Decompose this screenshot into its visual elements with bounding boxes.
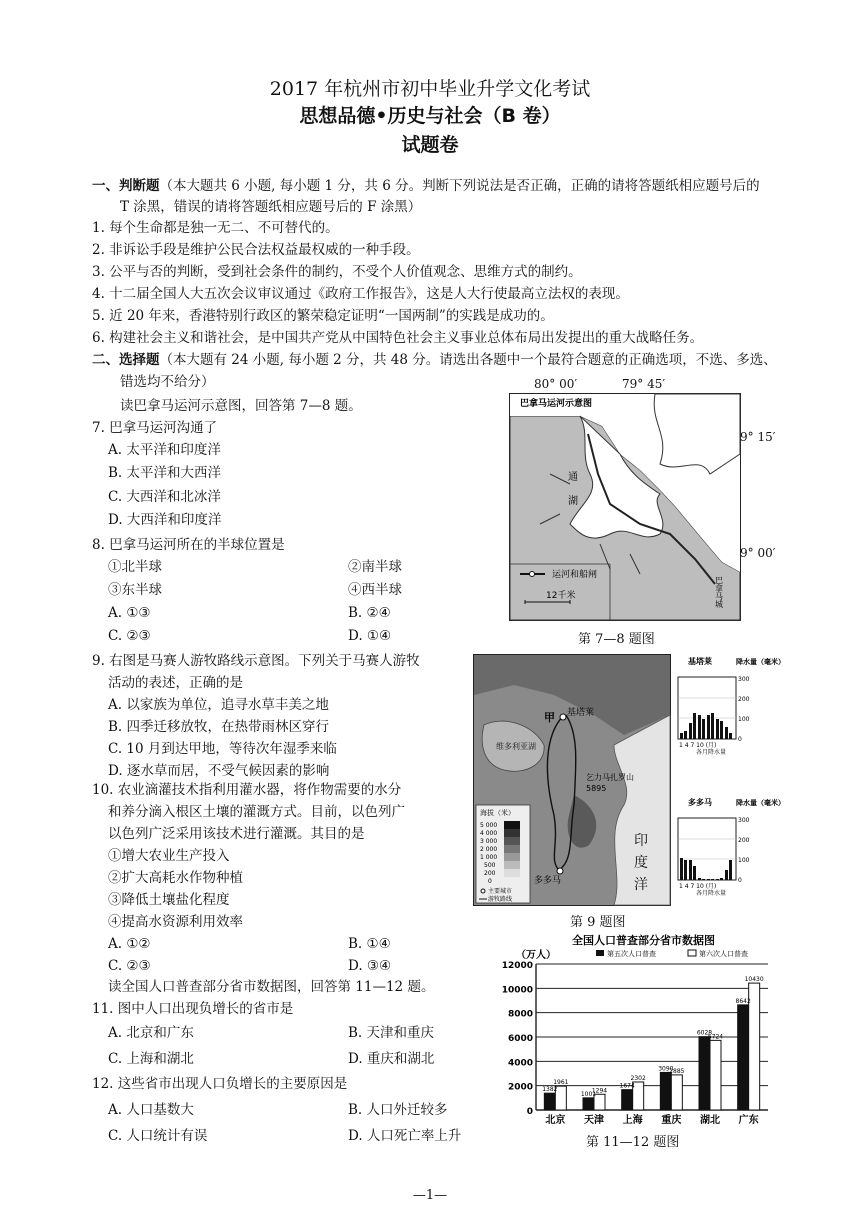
map-longitude-2: 79° 45′ [622,377,666,391]
q9-figure-caption: 第 9 题图 [570,915,626,930]
y-tick-label: 6000 [507,1034,533,1044]
elev-2000: 2 000 [480,846,498,853]
kitale-chart-title: 基塔莱 [688,657,712,666]
map-longitude-1: 80° 00′ [534,377,578,391]
bar-value-label: 8642 [735,997,751,1005]
chart-title: 全国人口普查部分省市数据图 [572,934,715,947]
q7-8-figure-caption: 第 7—8 题图 [578,632,655,647]
question-4: 4. 十二届全国人大五次会议审议通过《政府工作报告》，这是人大行使最高立法权的表现。 [92,286,629,302]
q10-option-d: D. ③④ [348,958,392,974]
q10-option-b: B. ①④ [348,936,391,952]
bar [660,1072,671,1110]
dodoma-gridlines [678,839,736,859]
map-scale-label: 12千米 [546,591,576,601]
city-marker-dodoma [557,868,563,874]
bar-value-label: 6028 [696,1029,713,1037]
dodoma-tick-200: 200 [738,837,750,844]
question-11: 11. 图中人口出现负增长的省市是 [92,1001,294,1017]
dodoma-chart-title: 多多马 [688,798,712,807]
exam-subject: 思想品德•历史与社会（B 卷） [299,105,561,127]
q7-8-intro: 读巴拿马运河示意图，回答第 7—8 题。 [120,398,362,414]
dodoma-chart-ylabel: 降水量（毫米） [736,799,785,807]
bar-value-label: 1961 [553,1079,569,1087]
bar-value-label: 2885 [669,1067,685,1075]
legend-label-5th: 第五次人口普查 [607,950,656,958]
masai-route-map-drawing [474,655,670,905]
kitale-bars [680,713,732,739]
bar [544,1093,555,1110]
q10-option-a: A. ①② [108,936,151,952]
bar-value-label: 5724 [707,1033,724,1041]
question-12: 12. 这些省市出现人口负增长的主要原因是 [92,1076,348,1092]
map-latitude-2: 9° 00′ [740,546,776,560]
q8-item-3: ③东半球 [108,582,162,598]
legend-swatch-6th [688,950,696,956]
bar [671,1075,682,1110]
elev-0: 0 [488,878,492,885]
elev-5000: 5 000 [480,822,498,829]
section2-desc-cont: 错选均不给分） [120,374,215,390]
kitale-tick-200: 200 [738,696,750,703]
map-lake-label-1: 通 [568,472,578,483]
legend-label-6th: 第六次人口普查 [699,950,748,958]
q8-option-a: A. ①③ [108,605,151,621]
kitale-legend: 各月降水量 [696,749,727,756]
canal-lock-icon [530,572,535,577]
chart-gridlines [536,964,768,1110]
elevation-legend-title: 海拔（米） [480,809,515,817]
city-marker-kitale [560,714,566,720]
bar [622,1090,633,1110]
bar-value-label: 1382 [542,1086,558,1094]
question-2: 2. 非诉讼手段是维护公民合法权益最权威的一种手段。 [92,242,420,258]
map-ocean-char-2: 度 [634,855,648,871]
kitale-chart-ylabel: 降水量（毫米） [736,658,785,666]
legend-city-icon [481,889,485,893]
q8-item-4: ④西半球 [348,582,402,598]
q8-option-c: C. ②③ [108,628,151,644]
elev-1000: 1 000 [480,854,498,861]
dodoma-legend: 各月降水量 [696,890,727,897]
dodoma-rainfall-chart [674,796,785,897]
bar-value-label: 1001 [580,1090,597,1098]
map-city-dodoma: 多多马 [534,876,562,886]
legend-route-label: 游牧路线 [488,896,513,903]
y-tick-label: 0 [526,1107,533,1117]
elev-4000: 4 000 [480,830,498,837]
section2-title: 二、选择题 [92,352,160,368]
map-peak-label: 5895 [586,784,607,793]
dodoma-bars [680,858,732,880]
q10-item-4: ④提高水资源利用效率 [108,914,243,930]
section1-heading [92,176,760,196]
kitale-tick-0: 0 [738,736,742,743]
q10-item-3: ③降低土壤盐化程度 [108,892,230,908]
q8-option-d: D. ①④ [348,628,392,644]
map-ocean-char-1: 印 [634,833,648,849]
map-title: 巴拿马运河示意图 [520,399,593,409]
section1-desc-cont: T 涂黑，错误的请将答题纸相应题号后的 F 涂黑） [120,199,422,215]
q7-option-c: C. 大西洋和北冰洋 [108,489,221,505]
bar [738,1005,749,1110]
elev-200: 200 [484,870,496,877]
exam-title: 2017 年杭州市初中毕业升学文化考试 [269,78,591,100]
kitale-tick-300: 300 [738,676,750,683]
chart-categories [545,1113,758,1126]
category-label: 天津 [584,1115,604,1126]
exam-paper-label: 试题卷 [401,134,459,156]
bar-value-label: 1294 [591,1087,608,1095]
map-point-jia: 甲 [544,711,555,724]
dodoma-tick-100: 100 [738,857,750,864]
section1-title: 一、判断题 [92,178,160,194]
question-3: 3. 公平与否的判断，受到社会条件的制约，不受个人价值观念、思维方式的制约。 [92,264,582,280]
kitale-tick-100: 100 [738,716,750,723]
q10-option-c: C. ②③ [108,958,151,974]
q9-option-c: C. 10 月到达甲地，等待次年湿季来临 [108,741,337,757]
section1-desc: （本大题共 6 小题, 每小题 1 分，共 6 分。判断下列说法是否正确，正确的请将答题纸相应题号后的 [159,178,760,194]
legend-city-label: 主要城市 [488,888,513,895]
q9-option-d: D. 逐水草而居，不受气候因素的影响 [108,763,330,779]
q12-option-b: B. 人口外迁较多 [348,1102,448,1118]
question-10-cont-1: 和养分滴入根区土壤的灌溉方式。目前，以色列广 [108,804,405,820]
chart-ylabel: （万人） [516,950,556,961]
q8-item-1: ①北半球 [108,559,162,575]
q8-option-b: B. ②④ [348,605,391,621]
chart-y-ticks [502,961,533,1117]
question-6: 6. 构建社会主义和谐社会，是中国共产党从中国特色社会主义事业总体布局出发提出的重大战略任务。 [92,330,704,346]
q9-option-a: A. 以家族为单位，追寻水草丰美之地 [108,697,329,713]
map-city-kitale: 基塔莱 [567,708,595,718]
map-lake-label: 维多利亚湖 [496,742,536,751]
dodoma-xaxis: 1 4 7 10 (月) [679,883,717,890]
q7-option-b: B. 太平洋和大西洋 [108,465,222,481]
chart-bars [544,983,759,1110]
question-8: 8. 巴拿马运河所在的半球位置是 [92,537,285,553]
section2-heading [92,350,777,370]
bar-value-label: 1674 [619,1082,635,1090]
q7-option-a: A. 太平洋和印度洋 [108,442,221,458]
kitale-rainfall-chart [674,655,785,756]
bar-value-label: 2302 [630,1074,646,1082]
q12-option-a: A. 人口基数大 [108,1102,194,1118]
q9-option-b: B. 四季迁移放牧，在热带雨林区穿行 [108,719,330,735]
bar [583,1098,594,1110]
masai-route-map [473,654,671,906]
q11-option-c: C. 上海和湖北 [108,1051,194,1067]
q11-12-intro: 读全国人口普查部分省市数据图，回答第 11—12 题。 [108,979,435,995]
category-label: 广东 [738,1115,759,1126]
dodoma-tick-300: 300 [738,817,750,824]
y-tick-label: 2000 [507,1082,533,1093]
q11-12-figure-caption: 第 11—12 题图 [586,1135,680,1150]
panama-canal-map [509,393,741,621]
q8-item-2: ②南半球 [348,559,402,575]
y-tick-label: 10000 [501,985,533,996]
category-label: 上海 [622,1115,643,1126]
category-label: 北京 [545,1115,566,1126]
q11-option-b: B. 天津和重庆 [348,1025,435,1041]
bar [710,1040,721,1110]
question-9-cont: 活动的表述，正确的是 [108,675,243,691]
category-label: 湖北 [700,1115,720,1126]
bar-value-label: 10430 [744,976,764,984]
dodoma-tick-0: 0 [738,877,742,884]
y-tick-label: 12000 [501,961,533,971]
map-mountain-label: 乞力马扎罗山 [586,773,634,782]
map-legend-label: 运河和船闸 [552,570,598,580]
question-1: 1. 每个生命都是独一无二、不可替代的。 [92,220,339,236]
map-latitude-1: 9° 15′ [740,430,776,444]
panama-canal-map-drawing [510,394,740,620]
q12-option-c: C. 人口统计有误 [108,1128,208,1144]
y-tick-label: 4000 [507,1058,533,1069]
elevation-legend-swatches [504,821,520,877]
question-10: 10. 农业滴灌技术指利用灌水器，将作物需要的水分 [92,782,402,798]
question-5: 5. 近 20 年来，香港特别行政区的繁荣稳定证明“一国两制”的实践是成功的。 [92,308,554,324]
map-lake-label-2: 湖 [568,496,578,507]
q12-option-d: D. 人口死亡率上升 [348,1128,462,1144]
bar-value-label: 3090 [658,1065,674,1073]
map-ocean-char-3: 洋 [634,877,648,893]
elev-500: 500 [484,862,496,869]
q10-item-1: ①增大农业生产投入 [108,848,230,864]
elev-3000: 3 000 [480,838,498,845]
category-label: 重庆 [661,1115,682,1126]
q10-item-2: ②扩大高耗水作物种植 [108,870,243,886]
question-7: 7. 巴拿马运河沟通了 [92,420,218,436]
section2-desc: （本大题有 24 小题, 每小题 2 分，共 48 分。请选出各题中一个最符合题意的正确选项，不选、多选、 [159,352,777,368]
kitale-xaxis: 1 4 7 10 (月) [679,742,717,749]
question-9: 9. 右图是马赛人游牧路线示意图。下列关于马赛人游牧 [92,653,420,669]
map-city-label: 巴拿马城 [714,576,724,608]
q7-option-d: D. 大西洋和印度洋 [108,512,222,528]
q11-option-d: D. 重庆和湖北 [348,1051,435,1067]
y-tick-label: 8000 [507,1009,533,1020]
question-10-cont-2: 以色列广泛采用该技术进行灌溉。其目的是 [108,826,365,842]
population-census-chart [492,930,772,1130]
bar [699,1037,710,1110]
q11-option-a: A. 北京和广东 [108,1025,194,1041]
page-number: —1— [412,1188,448,1203]
legend-swatch-5th [596,950,604,956]
